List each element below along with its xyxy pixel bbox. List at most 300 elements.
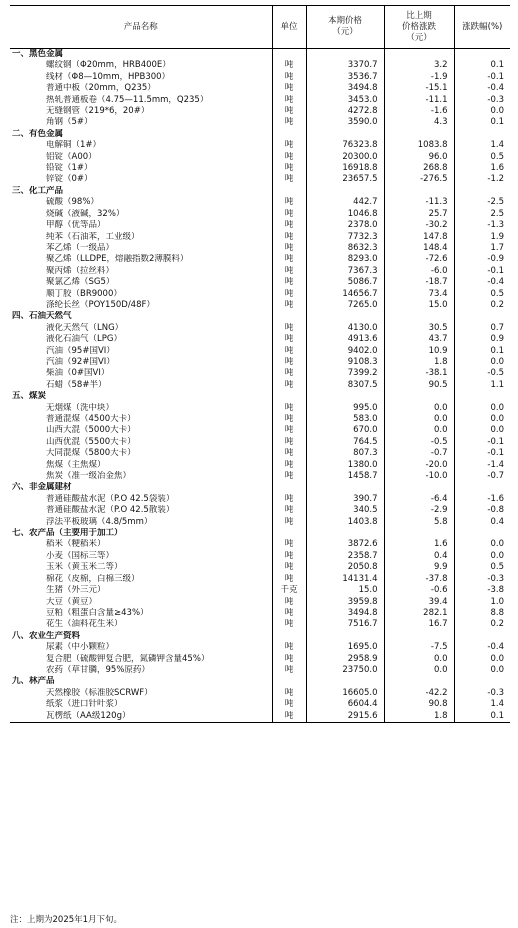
category-empty-cell (454, 186, 510, 197)
category-name: 七、农产品（主要用于加工） (12, 528, 123, 539)
table-row (10, 403, 510, 414)
change-percent-cell: 0.0 (454, 665, 510, 676)
change-percent-cell: 0.1 (454, 117, 510, 128)
table-row (10, 517, 510, 528)
product-name-cell: 线材（Φ8—10mm，HPB300） (46, 71, 171, 82)
category-name: 九、林产品 (12, 676, 55, 687)
category-empty-cell (306, 311, 384, 322)
category-empty-cell (272, 631, 306, 642)
product-name-cell: 浮法平板玻璃（4.8/5mm） (46, 516, 153, 527)
change-percent-cell: -2.5 (454, 197, 510, 208)
unit-cell: 吨 (272, 232, 306, 243)
unit-cell: 吨 (272, 425, 306, 436)
price-change-cell: 0.0 (384, 665, 454, 676)
category-empty-cell (454, 49, 510, 61)
category-row (10, 129, 510, 140)
category-name: 四、石油天然气 (12, 311, 72, 322)
unit-cell: 吨 (272, 323, 306, 334)
change-percent-cell: 1.0 (454, 597, 510, 608)
change-percent-cell: 0.7 (454, 323, 510, 334)
current-price-cell: 2050.8 (306, 562, 384, 573)
current-price-cell: 340.5 (306, 505, 384, 516)
unit-cell: 吨 (272, 665, 306, 676)
category-empty-cell (384, 129, 454, 140)
price-change-cell: 39.4 (384, 597, 454, 608)
table-row (10, 539, 510, 550)
change-percent-cell: -0.3 (454, 688, 510, 699)
change-percent-cell: -3.8 (454, 585, 510, 596)
table-row (10, 448, 510, 459)
current-price-cell: 390.7 (306, 494, 384, 505)
change-percent-cell: 0.9 (454, 334, 510, 345)
current-price-cell: 3370.7 (306, 60, 384, 71)
unit-cell: 吨 (272, 334, 306, 345)
header-product-name: 产品名称 (10, 6, 272, 49)
price-change-cell: 0.0 (384, 654, 454, 665)
current-price-cell: 16918.8 (306, 163, 384, 174)
change-percent-cell: 0.1 (454, 60, 510, 71)
change-percent-cell: 1.4 (454, 140, 510, 151)
unit-cell: 吨 (272, 539, 306, 550)
category-empty-cell (306, 482, 384, 493)
table-row (10, 425, 510, 436)
product-name-cell: 大同混煤（5800大卡） (46, 448, 136, 459)
unit-cell: 吨 (272, 460, 306, 471)
table-row (10, 654, 510, 665)
category-row (10, 49, 510, 61)
price-change-cell: 15.0 (384, 300, 454, 311)
unit-cell: 吨 (272, 357, 306, 368)
current-price-cell: 7732.3 (306, 232, 384, 243)
table-row (10, 368, 510, 379)
table-row (10, 505, 510, 516)
product-name-cell: 生猪（外三元） (46, 585, 106, 596)
table-row (10, 357, 510, 368)
unit-cell: 吨 (272, 95, 306, 106)
current-price-cell: 9402.0 (306, 346, 384, 357)
unit-cell: 吨 (272, 505, 306, 516)
unit-cell: 吨 (272, 243, 306, 254)
unit-cell: 吨 (272, 654, 306, 665)
product-name-cell: 玉米（黄玉米二等） (46, 562, 123, 573)
price-change-cell: -6.4 (384, 494, 454, 505)
unit-cell: 吨 (272, 437, 306, 448)
table-row (10, 380, 510, 391)
change-percent-cell: 0.1 (454, 346, 510, 357)
category-empty-cell (272, 391, 306, 402)
price-change-cell: 90.5 (384, 380, 454, 391)
current-price-cell: 1695.0 (306, 642, 384, 653)
change-percent-cell: -1.3 (454, 220, 510, 231)
price-change-cell: 3.2 (384, 60, 454, 71)
table-row (10, 209, 510, 220)
product-name-cell: 石蜡（58#半） (46, 379, 107, 390)
unit-cell: 吨 (272, 471, 306, 482)
table-row (10, 414, 510, 425)
current-price-cell: 1380.0 (306, 460, 384, 471)
current-price-cell: 2958.9 (306, 654, 384, 665)
change-percent-cell: 1.1 (454, 380, 510, 391)
table-row (10, 334, 510, 345)
unit-cell: 吨 (272, 346, 306, 357)
change-percent-cell: -1.6 (454, 494, 510, 505)
change-percent-cell: -0.1 (454, 448, 510, 459)
unit-cell: 吨 (272, 494, 306, 505)
unit-cell: 吨 (272, 597, 306, 608)
table-header-row (10, 6, 510, 49)
current-price-cell: 5086.7 (306, 277, 384, 288)
change-percent-cell: -1.4 (454, 460, 510, 471)
price-change-cell: -1.6 (384, 106, 454, 117)
price-change-cell: 5.8 (384, 517, 454, 528)
price-change-cell: 10.9 (384, 346, 454, 357)
current-price-cell: 8307.5 (306, 380, 384, 391)
price-change-cell: -30.2 (384, 220, 454, 231)
price-change-cell: -37.8 (384, 574, 454, 585)
category-empty-cell (454, 311, 510, 322)
change-percent-cell: -0.1 (454, 437, 510, 448)
product-name-cell: 普通中板（20mm，Q235） (46, 83, 156, 94)
product-name-cell: 苯乙烯（一级品） (46, 242, 115, 253)
table-row (10, 60, 510, 71)
change-percent-cell: -0.7 (454, 471, 510, 482)
product-name-cell: 花生（油料花生米） (46, 619, 123, 630)
product-name-cell: 汽油（95#国VI） (46, 345, 115, 356)
category-empty-cell (272, 186, 306, 197)
current-price-cell: 1403.8 (306, 517, 384, 528)
table-row (10, 608, 510, 619)
price-change-cell: -0.7 (384, 448, 454, 459)
price-change-cell: -0.6 (384, 585, 454, 596)
category-empty-cell (454, 528, 510, 539)
category-empty-cell (272, 49, 306, 61)
current-price-cell: 3872.6 (306, 539, 384, 550)
unit-cell: 吨 (272, 163, 306, 174)
unit-cell: 吨 (272, 711, 306, 723)
change-percent-cell: 0.2 (454, 300, 510, 311)
category-empty-cell (454, 631, 510, 642)
product-name-cell: 锌锭（0#） (46, 174, 93, 185)
category-empty-cell (272, 129, 306, 140)
change-percent-cell: -0.3 (454, 95, 510, 106)
current-price-cell: 2915.6 (306, 711, 384, 723)
change-percent-cell: 1.6 (454, 163, 510, 174)
change-percent-cell: -0.8 (454, 505, 510, 516)
table-row (10, 665, 510, 676)
price-change-cell: -1.9 (384, 72, 454, 83)
current-price-cell: 3959.8 (306, 597, 384, 608)
current-price-cell: 995.0 (306, 403, 384, 414)
product-name-cell: 热轧普通板卷（4.75—11.5mm，Q235） (46, 94, 209, 105)
category-empty-cell (306, 676, 384, 687)
current-price-cell: 807.3 (306, 448, 384, 459)
table-row (10, 289, 510, 300)
header-unit: 单位 (272, 6, 306, 49)
category-row (10, 676, 510, 687)
table-row (10, 254, 510, 265)
unit-cell: 吨 (272, 60, 306, 71)
change-percent-cell: 1.4 (454, 699, 510, 710)
table-row (10, 243, 510, 254)
change-percent-cell: 0.0 (454, 654, 510, 665)
price-change-cell: -15.1 (384, 83, 454, 94)
current-price-cell: 4130.0 (306, 323, 384, 334)
table-row (10, 95, 510, 106)
product-name-cell: 甲醇（优等品） (46, 220, 106, 231)
current-price-cell: 7367.3 (306, 266, 384, 277)
unit-cell: 吨 (272, 174, 306, 185)
product-name-cell: 大豆（黄豆） (46, 596, 98, 607)
table-row (10, 220, 510, 231)
price-change-cell: -6.0 (384, 266, 454, 277)
product-name-cell: 天然橡胶（标准胶SCRWF） (46, 687, 153, 698)
table-row (10, 106, 510, 117)
current-price-cell: 583.0 (306, 414, 384, 425)
change-percent-cell: 0.5 (454, 152, 510, 163)
product-name-cell: 烧碱（液碱，32%） (46, 208, 125, 219)
product-name-cell: 山西大混（5000大卡） (46, 425, 136, 436)
product-name-cell: 柴油（0#国VI） (46, 368, 110, 379)
product-name-cell: 铝锭（A00） (46, 151, 97, 162)
table-row (10, 597, 510, 608)
unit-cell: 吨 (272, 414, 306, 425)
change-percent-cell: -0.4 (454, 277, 510, 288)
category-empty-cell (454, 676, 510, 687)
change-percent-cell: -0.1 (454, 266, 510, 277)
table-row (10, 471, 510, 482)
price-change-cell: 0.0 (384, 403, 454, 414)
product-name-cell: 小麦（国标三等） (46, 550, 115, 561)
category-empty-cell (384, 676, 454, 687)
product-name-cell: 棉花（皮棉，白棉三级） (46, 573, 140, 584)
table-row (10, 140, 510, 151)
change-percent-cell: 1.9 (454, 232, 510, 243)
unit-cell: 吨 (272, 152, 306, 163)
product-name-cell: 瓦楞纸（AA级120g） (10, 711, 272, 723)
product-name-cell: 角钢（5#） (46, 117, 93, 128)
table-row (10, 83, 510, 94)
table-row (10, 574, 510, 585)
category-name: 二、有色金属 (12, 128, 64, 139)
price-change-cell: 1.6 (384, 539, 454, 550)
category-empty-cell (384, 311, 454, 322)
footnote: 注：上期为2025年1月下旬。 (10, 915, 123, 925)
category-empty-cell (272, 311, 306, 322)
category-row (10, 186, 510, 197)
current-price-cell: 7516.7 (306, 619, 384, 630)
price-change-cell: 268.8 (384, 163, 454, 174)
category-empty-cell (306, 391, 384, 402)
unit-cell: 吨 (272, 277, 306, 288)
header-change-percent: 涨跌幅(%) (454, 6, 510, 49)
change-percent-cell: -0.9 (454, 254, 510, 265)
unit-cell: 吨 (272, 619, 306, 630)
unit-cell: 吨 (272, 209, 306, 220)
price-change-cell: 9.9 (384, 562, 454, 573)
change-percent-cell: 0.0 (454, 403, 510, 414)
header-price-change: 比上期 价格涨跌 （元） (384, 6, 454, 49)
product-name-cell: 螺纹钢（Φ20mm，HRB400E） (46, 60, 171, 71)
table-row (10, 266, 510, 277)
category-empty-cell (384, 528, 454, 539)
current-price-cell: 23657.5 (306, 174, 384, 185)
price-change-cell: 43.7 (384, 334, 454, 345)
unit-cell: 吨 (272, 448, 306, 459)
price-change-cell: 30.5 (384, 323, 454, 334)
product-name-cell: 聚丙烯（拉丝料） (46, 265, 115, 276)
category-empty-cell (454, 482, 510, 493)
table-row (10, 232, 510, 243)
price-change-cell: -7.5 (384, 642, 454, 653)
product-name-cell: 尿素（中小颗粒） (46, 642, 115, 653)
price-change-cell: 0.0 (384, 414, 454, 425)
unit-cell: 吨 (272, 608, 306, 619)
price-change-cell: -11.3 (384, 197, 454, 208)
category-empty-cell (306, 631, 384, 642)
change-percent-cell: -0.4 (454, 642, 510, 653)
current-price-cell: 764.5 (306, 437, 384, 448)
current-price-cell: 1458.7 (306, 471, 384, 482)
product-name-cell: 电解铜（1#） (46, 140, 102, 151)
unit-cell: 吨 (272, 106, 306, 117)
table-row (10, 437, 510, 448)
change-percent-cell: 0.0 (454, 551, 510, 562)
current-price-cell: 6604.4 (306, 699, 384, 710)
unit-cell: 吨 (272, 254, 306, 265)
unit-cell: 吨 (272, 699, 306, 710)
change-percent-cell: -0.3 (454, 574, 510, 585)
product-name-cell: 铅锭（1#） (46, 163, 93, 174)
price-change-cell: 25.7 (384, 209, 454, 220)
category-empty-cell (306, 49, 384, 61)
table-row (10, 163, 510, 174)
product-name-cell: 稻米（粳稻米） (46, 539, 106, 550)
table-row (10, 494, 510, 505)
category-name: 五、煤炭 (12, 391, 47, 402)
table-row (10, 699, 510, 710)
current-price-cell: 3453.0 (306, 95, 384, 106)
change-percent-cell: 0.4 (454, 517, 510, 528)
unit-cell: 千克 (272, 585, 306, 596)
change-percent-cell: 0.0 (454, 106, 510, 117)
table-row (10, 688, 510, 699)
current-price-cell: 23750.0 (306, 665, 384, 676)
current-price-cell: 8632.3 (306, 243, 384, 254)
change-percent-cell: 0.2 (454, 619, 510, 630)
current-price-cell: 2378.0 (306, 220, 384, 231)
category-empty-cell (306, 129, 384, 140)
change-percent-cell: 0.0 (454, 414, 510, 425)
price-change-cell: 282.1 (384, 608, 454, 619)
table-row (10, 642, 510, 653)
change-percent-cell: 0.5 (454, 289, 510, 300)
table-row (10, 72, 510, 83)
current-price-cell: 1046.8 (306, 209, 384, 220)
current-price-cell: 3590.0 (306, 117, 384, 128)
category-row (10, 631, 510, 642)
unit-cell: 吨 (272, 562, 306, 573)
current-price-cell: 20300.0 (306, 152, 384, 163)
product-name-cell: 普通硅酸盐水泥（P.O 42.5散装） (46, 505, 175, 516)
table-row (10, 277, 510, 288)
product-name-cell: 焦炭（准一级冶金焦） (46, 471, 132, 482)
unit-cell: 吨 (272, 197, 306, 208)
price-change-cell: 1083.8 (384, 140, 454, 151)
table-row (10, 346, 510, 357)
unit-cell: 吨 (272, 72, 306, 83)
price-change-cell: -42.2 (384, 688, 454, 699)
category-row (10, 482, 510, 493)
change-percent-cell: 2.5 (454, 209, 510, 220)
price-change-cell: 73.4 (384, 289, 454, 300)
product-name-cell: 复合肥（硫酸钾复合肥，氮磷钾含量45%） (46, 653, 210, 664)
table-row (10, 585, 510, 596)
category-empty-cell (272, 528, 306, 539)
unit-cell: 吨 (272, 289, 306, 300)
price-change-cell: -18.7 (384, 277, 454, 288)
category-empty-cell (384, 391, 454, 402)
product-name-cell: 普通混煤（4500大卡） (46, 414, 136, 424)
current-price-cell: 4272.8 (306, 106, 384, 117)
unit-cell: 吨 (272, 220, 306, 231)
table-body (10, 49, 510, 723)
product-name-cell: 顺丁胶（BR9000） (46, 288, 122, 299)
category-name: 一、黑色金属 (12, 49, 64, 59)
price-change-cell: -2.9 (384, 505, 454, 516)
category-empty-cell (454, 391, 510, 402)
category-empty-cell (272, 676, 306, 687)
unit-cell: 吨 (272, 403, 306, 414)
product-name-cell: 普通硅酸盐水泥（P.O 42.5袋装） (46, 493, 175, 504)
product-name-cell: 山西优混（5500大卡） (46, 436, 136, 447)
price-change-cell: 96.0 (384, 152, 454, 163)
current-price-cell: 3536.7 (306, 72, 384, 83)
unit-cell: 吨 (272, 551, 306, 562)
product-name-cell: 聚氯乙烯（SG5） (46, 277, 115, 288)
change-percent-cell: -0.1 (454, 72, 510, 83)
current-price-cell: 3494.8 (306, 83, 384, 94)
price-change-cell: -11.1 (384, 95, 454, 106)
table-row (10, 711, 510, 723)
product-name-cell: 无缝钢管（219*6，20#） (46, 106, 150, 117)
price-change-cell: 0.4 (384, 551, 454, 562)
category-row (10, 391, 510, 402)
current-price-cell: 14131.4 (306, 574, 384, 585)
change-percent-cell: 0.5 (454, 562, 510, 573)
product-name-cell: 涤纶长丝（POY150D/48F） (46, 299, 155, 310)
change-percent-cell: -0.4 (454, 83, 510, 94)
change-percent-cell: 1.7 (454, 243, 510, 254)
price-change-cell: 147.8 (384, 232, 454, 243)
category-empty-cell (384, 631, 454, 642)
category-empty-cell (384, 482, 454, 493)
current-price-cell: 14656.7 (306, 289, 384, 300)
table-row (10, 460, 510, 471)
category-empty-cell (384, 49, 454, 61)
product-name-cell: 液化天然气（LNG） (46, 322, 124, 333)
price-change-cell: 1.8 (384, 711, 454, 723)
price-change-cell: 148.4 (384, 243, 454, 254)
current-price-cell: 76323.8 (306, 140, 384, 151)
current-price-cell: 8293.0 (306, 254, 384, 265)
current-price-cell: 3494.8 (306, 608, 384, 619)
unit-cell: 吨 (272, 688, 306, 699)
price-change-cell: 90.8 (384, 699, 454, 710)
product-name-cell: 液化石油气（LPG） (46, 334, 122, 345)
current-price-cell: 16605.0 (306, 688, 384, 699)
table-row (10, 562, 510, 573)
product-name-cell: 硫酸（98%） (46, 197, 99, 208)
